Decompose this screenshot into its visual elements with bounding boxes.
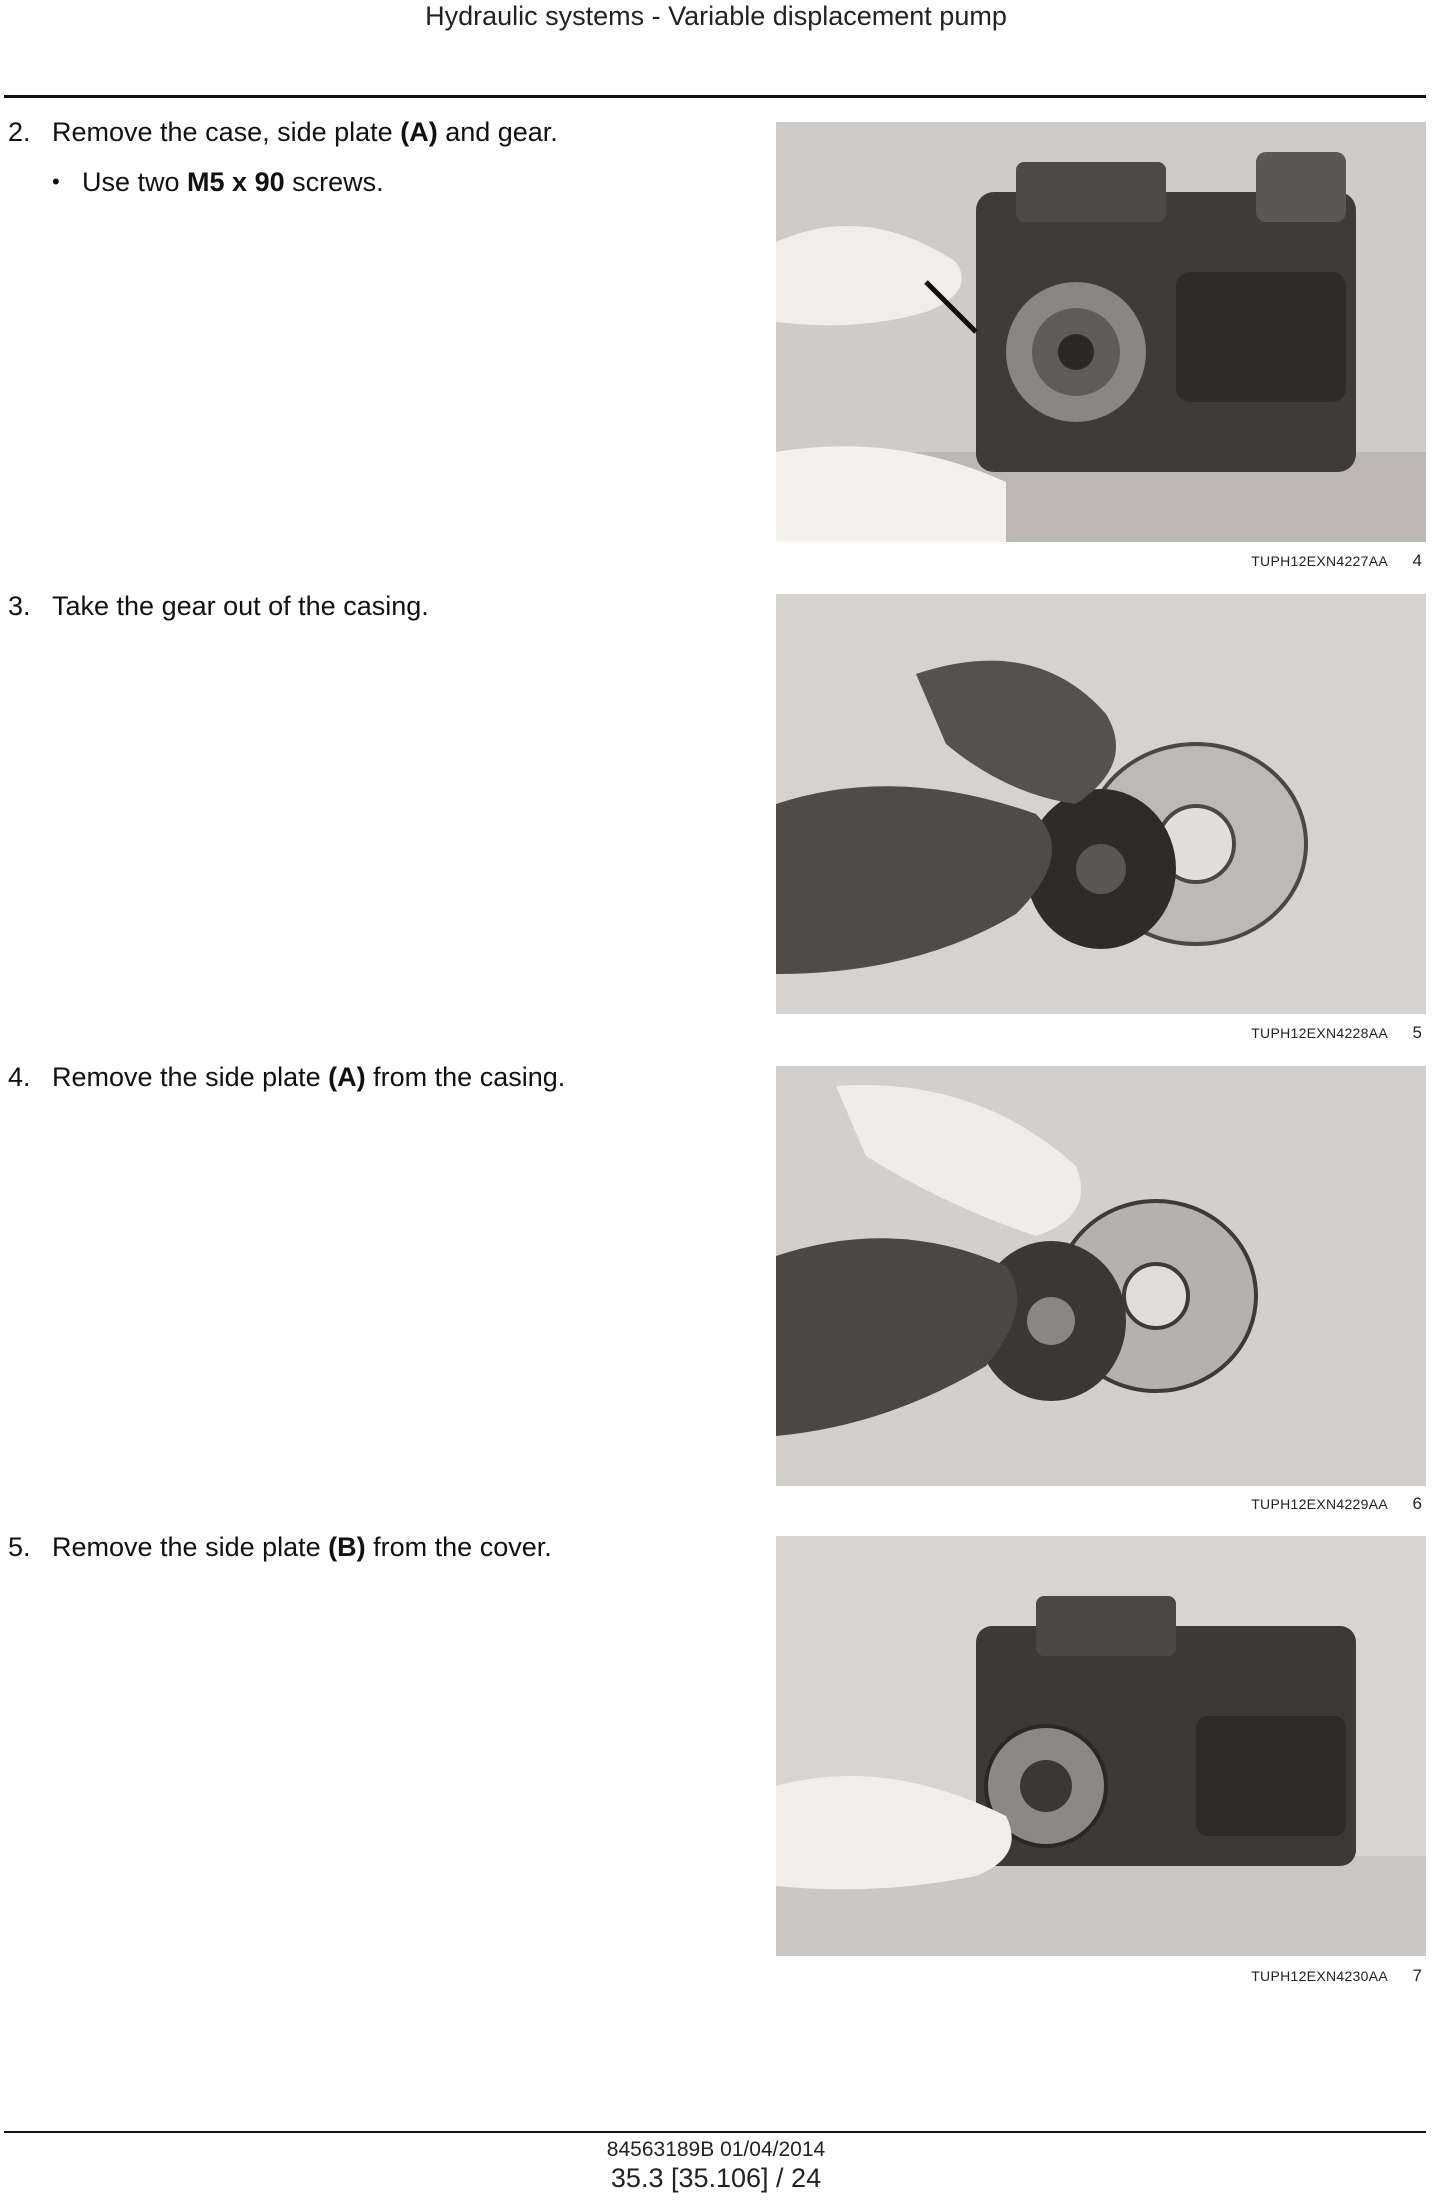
figure-number: 6 [1412,1494,1422,1513]
step-callout-label: (B) [328,1532,366,1562]
page-header-title: Hydraulic systems - Variable displacement pump [425,1,1007,31]
step-text: Remove the case, side plate [52,117,401,147]
figure-number: 7 [1412,1966,1422,1985]
step-number: 3. [8,591,31,621]
step-text: from the cover. [365,1532,552,1562]
step-number: 2. [8,117,31,147]
step-5 [8,1531,552,1563]
figure-caption: TUPH12EXN4228AA [1251,1025,1388,1041]
figure-photo-4 [776,122,1426,542]
side-plate-a-photo [776,1066,1426,1486]
step-text: Take the gear out of the casing. [52,591,429,621]
figure-caption: TUPH12EXN4229AA [1251,1496,1388,1512]
figure-caption: TUPH12EXN4227AA [1251,553,1388,569]
screw-spec: M5 x 90 [187,167,285,197]
figure-photo-5 [776,594,1426,1014]
footer-page-reference: 35.3 [35.106] / 24 [610,2163,822,2193]
header-divider [4,95,1426,98]
step-2 [8,116,558,148]
step-text: and gear. [437,117,558,147]
bullet-dot: • [52,169,60,194]
step-text: Remove the side plate [52,1062,329,1092]
step-text: Remove the side plate [52,1532,329,1562]
figure-number: 5 [1412,1023,1422,1042]
pump-disassembly-photo [776,122,1426,542]
step-4 [8,1061,565,1093]
side-plate-b-photo [776,1536,1426,1956]
step-number: 4. [8,1062,31,1092]
step-callout-label: (A) [400,117,438,147]
bullet-text: screws. [284,167,384,197]
figure-number: 4 [1412,551,1422,570]
figure-photo-6 [776,1066,1426,1486]
step-text: from the casing. [365,1062,566,1092]
gear-removal-photo [776,594,1426,1014]
figure-caption: TUPH12EXN4230AA [1251,1968,1388,1984]
step-number: 5. [8,1532,31,1562]
footer-document-reference: 84563189B 01/04/2014 [606,2138,826,2161]
step-callout-label: (A) [328,1062,366,1092]
step-3 [8,590,429,622]
step-2-bullet [52,166,384,198]
bullet-text: Use two [82,167,188,197]
footer-divider [4,2131,1426,2133]
figure-photo-7 [776,1536,1426,1956]
